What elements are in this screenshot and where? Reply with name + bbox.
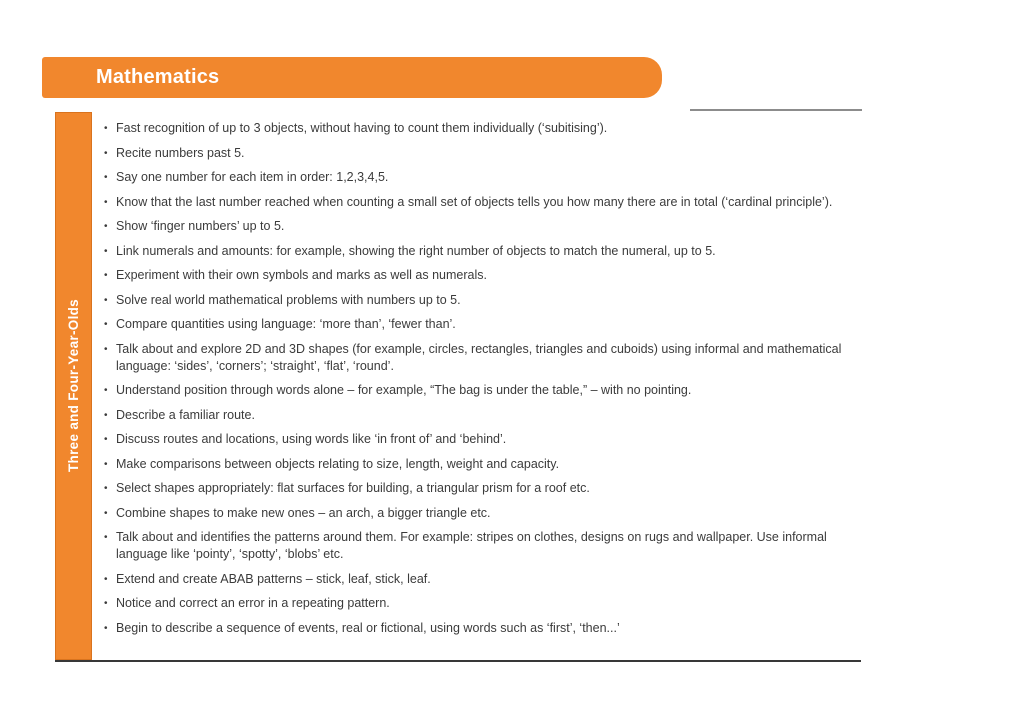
column-divider-line — [690, 109, 862, 111]
list-item: • Say one number for each item in order: 1,2,3,4,5. — [103, 169, 857, 186]
list-item: • Extend and create ABAB patterns – stick, leaf, stick, leaf. — [103, 571, 857, 588]
list-item: • Recite numbers past 5. — [103, 145, 857, 162]
list-item: • Begin to describe a sequence of events, real or fictional, using words such as ‘first’, ‘then...’ — [103, 620, 857, 637]
list-item: • Talk about and identifies the patterns around them. For example: stripes on clothes, designs on rugs and wallpaper. Use informal language like ‘pointy’, ‘spotty’, ‘blobs’ etc. — [103, 529, 857, 563]
list-item: • Fast recognition of up to 3 objects, without having to count them individually (‘subitising’). — [103, 120, 857, 137]
list-item: • Know that the last number reached when counting a small set of objects tells you how many there are in total (‘cardinal principle’). — [103, 194, 857, 211]
list-item: • Describe a familiar route. — [103, 407, 857, 424]
curriculum-list-area — [92, 112, 861, 660]
list-item: • Combine shapes to make new ones – an arch, a bigger triangle etc. — [103, 505, 857, 522]
list-item: • Notice and correct an error in a repeating pattern. — [103, 595, 857, 612]
list-item: • Experiment with their own symbols and marks as well as numerals. — [103, 267, 857, 284]
list-item: • Discuss routes and locations, using words like ‘in front of’ and ‘behind’. — [103, 431, 857, 448]
list-item: • Talk about and explore 2D and 3D shapes (for example, circles, rectangles, triangles and cuboids) using informal and mathematical language: ‘sides’, ‘corners’; ‘straight’, ‘flat’, ‘round’. — [103, 341, 857, 375]
age-band-section — [55, 112, 861, 660]
age-band-label: Three and Four-Year-Olds — [66, 299, 81, 473]
list-item: • Select shapes appropriately: flat surfaces for building, a triangular prism for a roof etc. — [103, 480, 857, 497]
section-header-bar — [42, 57, 662, 98]
list-item: • Show ‘finger numbers’ up to 5. — [103, 218, 857, 235]
bullet-list — [103, 120, 857, 637]
list-item: • Make comparisons between objects relating to size, length, weight and capacity. — [103, 456, 857, 473]
list-item: • Solve real world mathematical problems with numbers up to 5. — [103, 292, 857, 309]
page-title: Mathematics — [96, 66, 220, 88]
list-item: • Link numerals and amounts: for example, showing the right number of objects to match the numeral, up to 5. — [103, 243, 857, 260]
list-item: • Compare quantities using language: ‘more than’, ‘fewer than’. — [103, 316, 857, 333]
list-item: • Understand position through words alone – for example, “The bag is under the table,” – with no pointing. — [103, 382, 857, 399]
age-band-strip — [55, 112, 92, 660]
bottom-rule — [55, 660, 861, 662]
